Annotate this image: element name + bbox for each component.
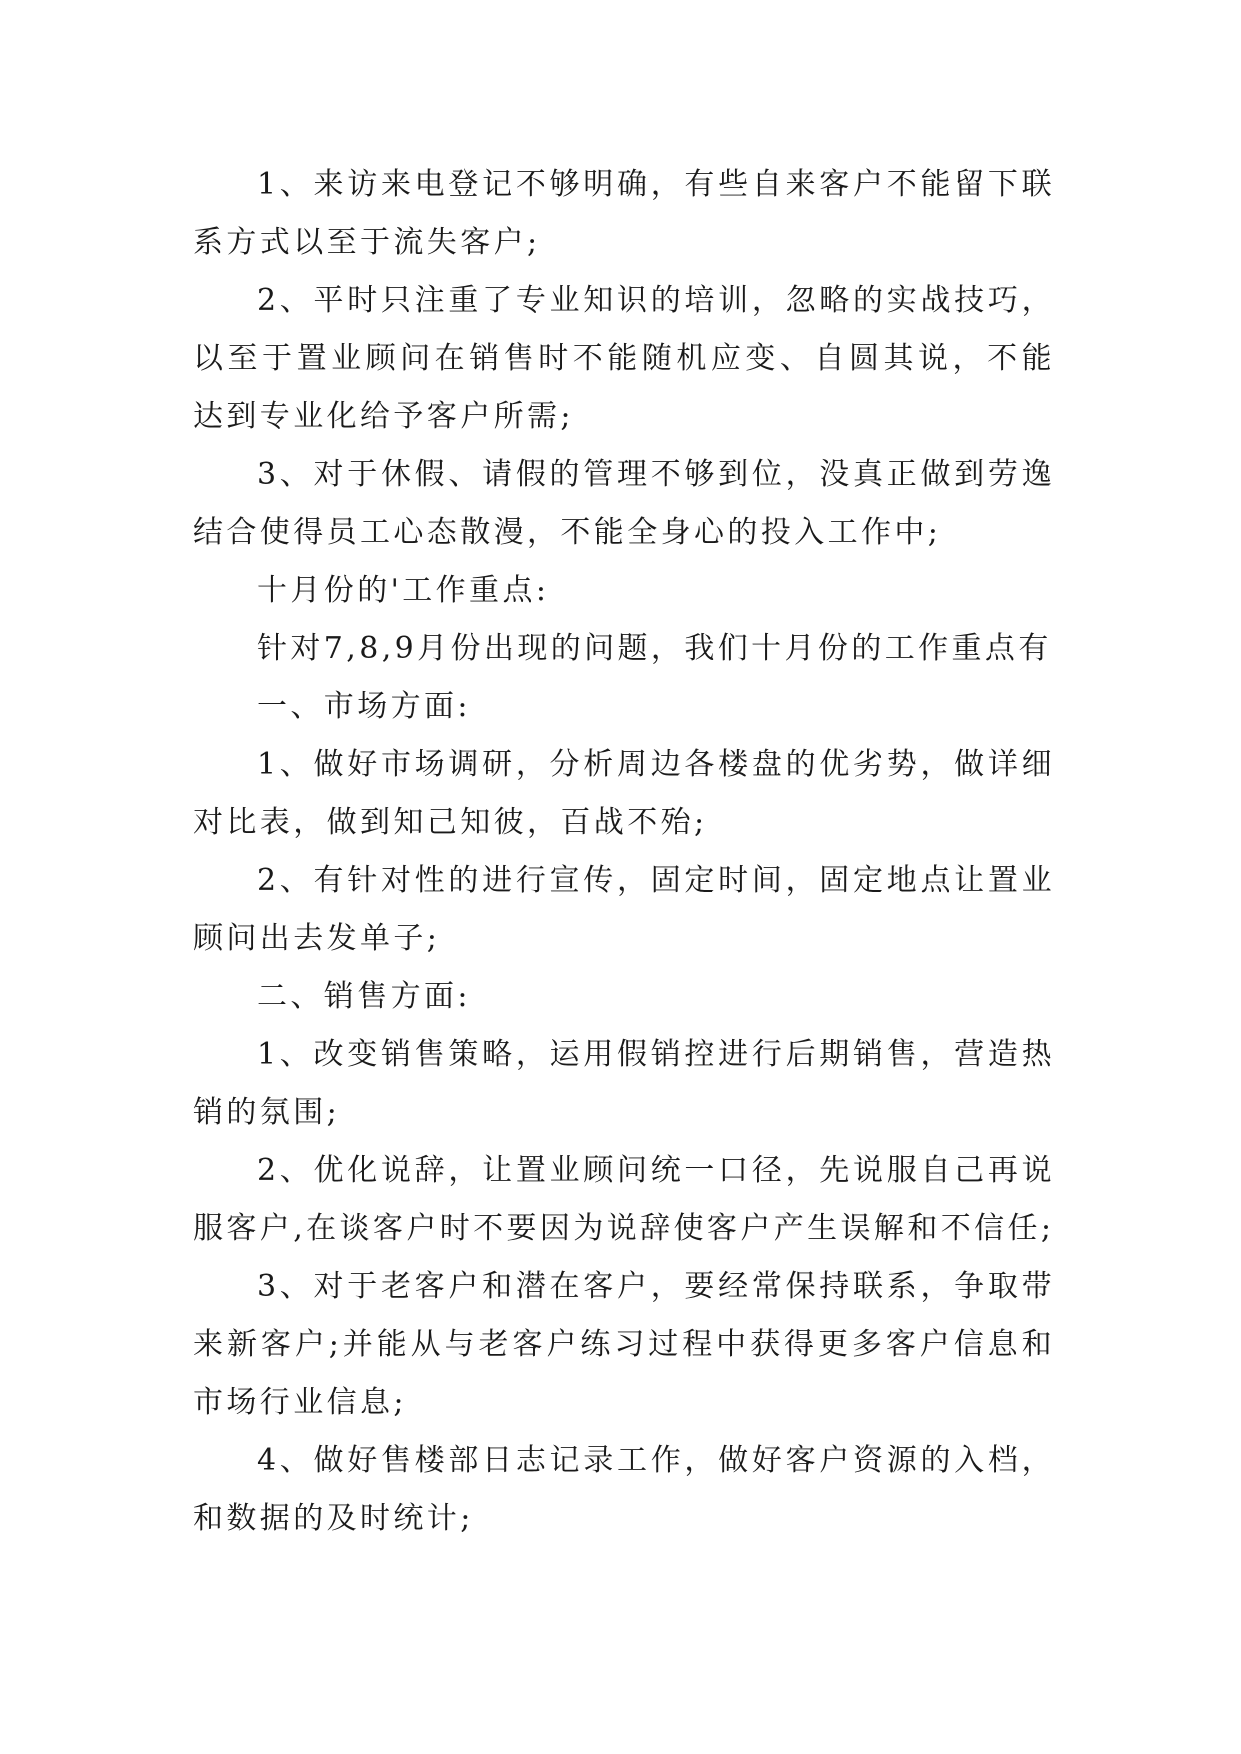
paragraph-sales-2: 2、优化说辞，让置业顾问统一口径，先说服自己再说服客户,在谈客户时不要因为说辞使客户产生误解和不信任;	[193, 1153, 1055, 1246]
document-body	[193, 156, 1055, 1548]
paragraph-market-2: 2、有针对性的进行宣传，固定时间，固定地点让置业顾问出去发单子;	[193, 863, 1055, 956]
subheading-sales: 二、销售方面:	[257, 979, 471, 1014]
paragraph-issue-3: 3、对于休假、请假的管理不够到位，没真正做到劳逸结合使得员工心态散漫，不能全身心的投入工作中;	[193, 457, 1055, 550]
paragraph-market-1: 1、做好市场调研，分析周边各楼盘的优劣势，做详细对比表，做到知己知彼，百战不殆;	[193, 747, 1055, 840]
paragraph-october-intro: 针对7,8,9月份出现的问题，我们十月份的工作重点有	[257, 631, 1052, 666]
paragraph-sales-1: 1、改变销售策略，运用假销控进行后期销售，营造热销的氛围;	[193, 1037, 1055, 1130]
subheading-market: 一、市场方面:	[257, 689, 471, 724]
paragraph-issue-1: 1、来访来电登记不够明确，有些自来客户不能留下联系方式以至于流失客户;	[193, 167, 1055, 260]
paragraph-issue-2: 2、平时只注重了专业知识的培训，忽略的实战技巧，以至于置业顾问在销售时不能随机应变、自圆其说，不能达到专业化给予客户所需;	[193, 283, 1055, 434]
section-heading-october-focus: 十月份的'工作重点:	[257, 573, 550, 608]
paragraph-sales-3: 3、对于老客户和潜在客户，要经常保持联系，争取带来新客户;并能从与老客户练习过程中获得更多客户信息和市场行业信息;	[193, 1269, 1055, 1420]
paragraph-sales-4: 4、做好售楼部日志记录工作，做好客户资源的入档，和数据的及时统计;	[193, 1443, 1055, 1536]
